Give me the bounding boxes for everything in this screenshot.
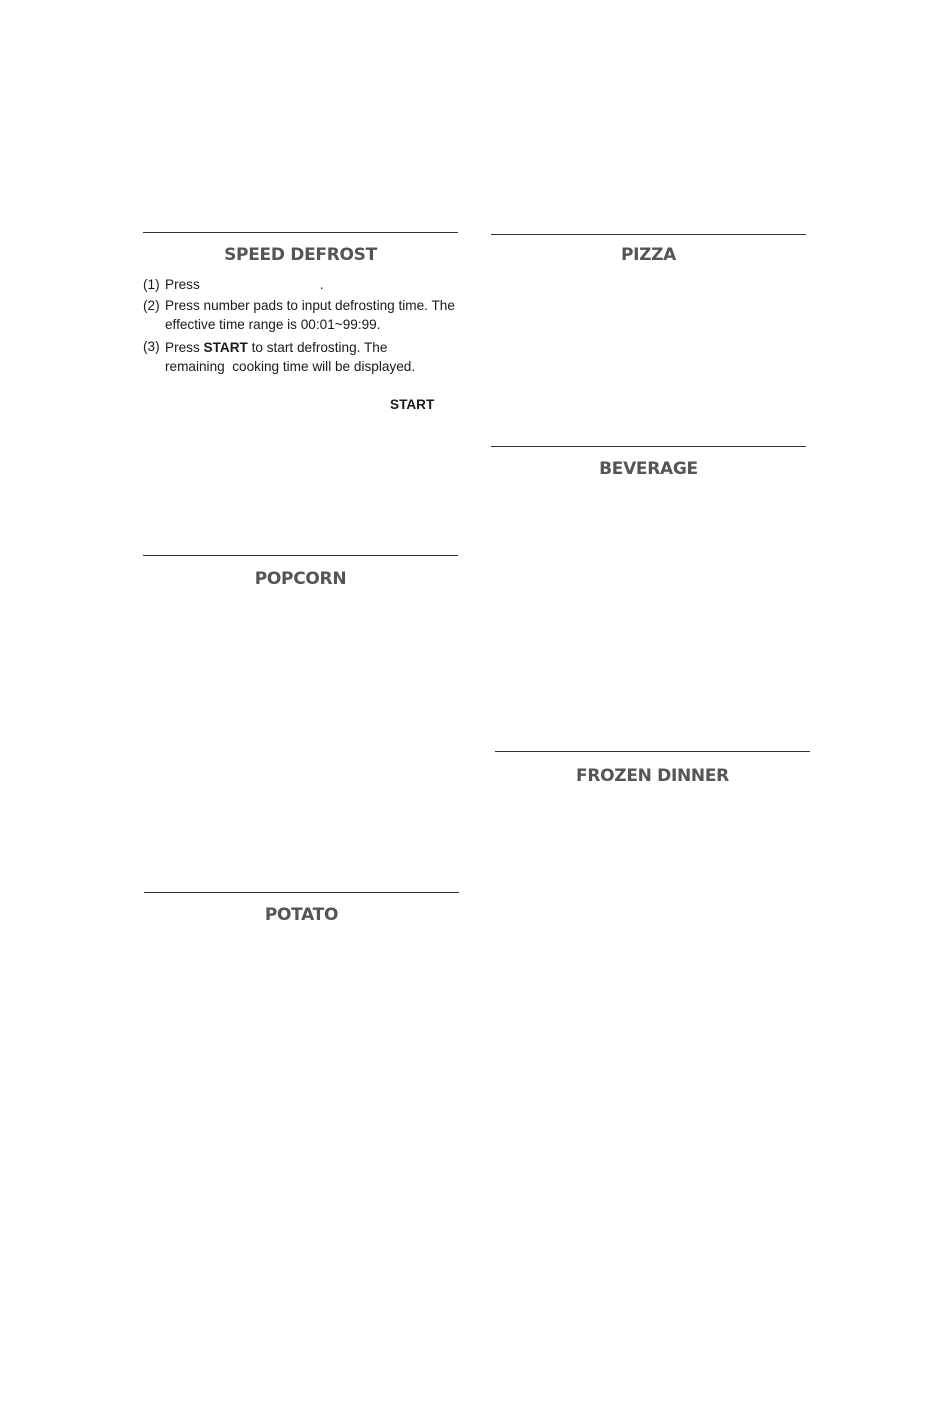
step-number: (2) xyxy=(143,298,160,313)
step-number: (3) xyxy=(143,339,160,354)
pizza-rule xyxy=(491,234,806,235)
beverage-rule xyxy=(491,446,806,447)
speed-defrost-step-2 xyxy=(143,296,463,336)
step-text: Press . xyxy=(165,277,324,292)
start-inline-label: START xyxy=(203,340,248,355)
beverage-heading: BEVERAGE xyxy=(599,459,698,479)
speed-defrost-rule xyxy=(143,232,458,233)
popcorn-rule xyxy=(143,555,458,556)
speed-defrost-heading: SPEED DEFROST xyxy=(224,245,377,265)
frozen-dinner-rule xyxy=(495,751,810,752)
potato-rule xyxy=(144,892,459,893)
start-key-label: START xyxy=(390,397,435,412)
step-number: (1) xyxy=(143,277,160,292)
potato-heading: POTATO xyxy=(264,905,339,925)
pizza-heading: PIZZA xyxy=(620,245,677,265)
speed-defrost-step-3 xyxy=(143,338,463,378)
frozen-dinner-heading: FROZEN DINNER xyxy=(576,766,729,786)
step-text: Press number pads to input defrosting time. The effective time range is 00:01~99:99. xyxy=(165,298,455,332)
popcorn-heading: POPCORN xyxy=(254,569,347,589)
step-text: Press START to start defrosting. The remaining cooking time will be displayed. xyxy=(165,340,416,374)
